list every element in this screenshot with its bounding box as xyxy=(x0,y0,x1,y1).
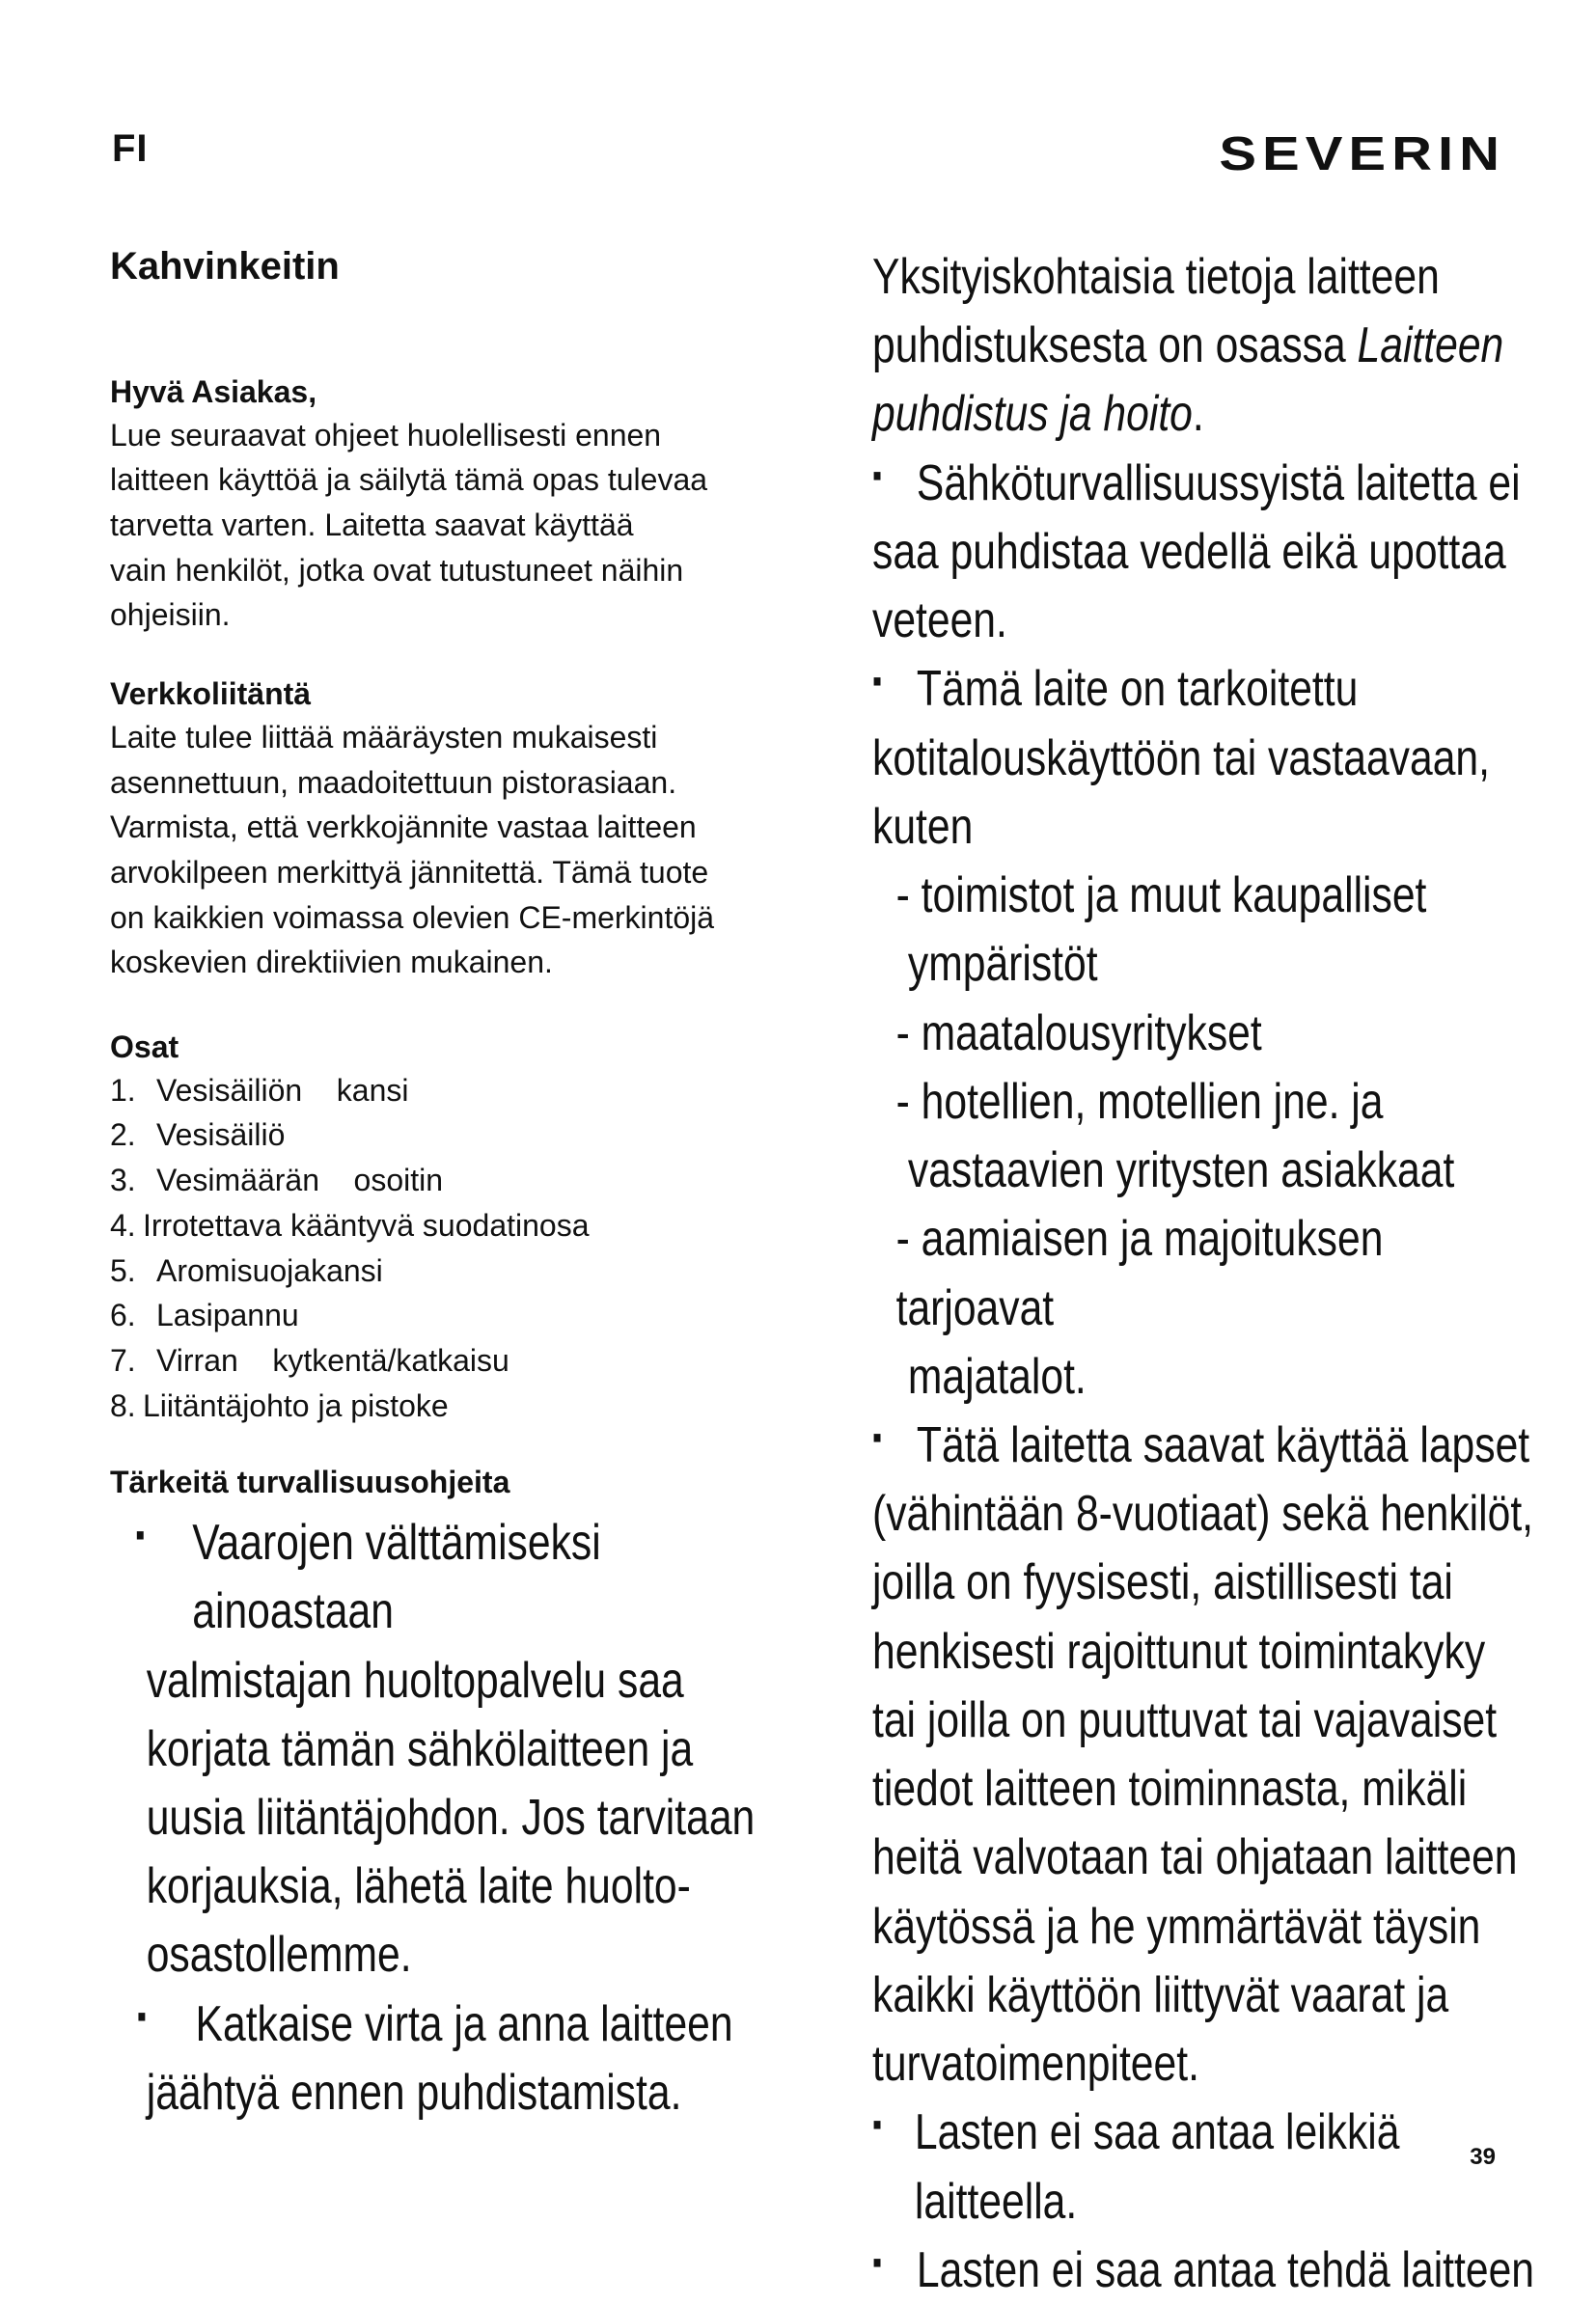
bullet-icon: ▪ xyxy=(872,2106,882,2144)
part-label: Virran kytkentä/katkaisu xyxy=(156,1343,509,1378)
page-number: 39 xyxy=(1470,2144,1496,2170)
bullet-icon: ▪ xyxy=(135,1517,146,1554)
part-number: 5. xyxy=(110,1252,136,1288)
greeting-paragraph xyxy=(110,413,785,639)
intro-line: Yksityiskohtaisia tietoja laitteen xyxy=(872,249,1440,305)
language-code: FI xyxy=(112,127,149,170)
sub-item: - maatalousyritykset xyxy=(895,1004,1262,1061)
bullet-text: Vaarojen välttämiseksi ainoastaan xyxy=(192,1515,601,1640)
text-line: osastollemme. xyxy=(146,1927,412,1984)
connection-line: on kaikkien voimassa olevien CE-merkintöjä xyxy=(110,899,715,935)
connection-line: asennettuun, maadoitettuun pistorasiaan. xyxy=(110,764,677,800)
safety-instructions xyxy=(110,1509,783,2127)
text-line: kotitalouskäyttöön tai vastaavaan, xyxy=(872,729,1490,786)
part-number: 8. xyxy=(110,1387,136,1423)
intro-line xyxy=(872,380,1545,449)
text-line: korjata tämän sähkölaitteen ja xyxy=(146,1720,694,1777)
text-line: valmistajan huoltopalvelu saa xyxy=(146,1652,684,1709)
bullet-icon: ▪ xyxy=(136,1997,147,2035)
part-number: 6. xyxy=(110,1298,136,1333)
text-line: heitä valvotaan tai ohjataan laitteen xyxy=(872,1829,1518,1886)
bullet-icon: ▪ xyxy=(872,456,882,494)
part-label: Vesisäiliön kansi xyxy=(156,1072,409,1108)
text-line: veteen. xyxy=(872,592,1007,649)
bullet-line xyxy=(872,655,1545,724)
bullet-line xyxy=(110,1509,783,1646)
bullet-icon: ▪ xyxy=(872,1418,882,1456)
sub-item-continuation: ympäristöt xyxy=(907,936,1098,993)
list-item xyxy=(110,1249,785,1294)
bullet-line xyxy=(872,450,1545,518)
bullet-icon: ▪ xyxy=(872,2243,882,2281)
bullet-text: Lasten ei saa antaa tehdä laitteen xyxy=(916,2241,1535,2298)
intro-italic: Laitteen xyxy=(1357,317,1504,374)
text-line: uusia liitäntäjohdon. Jos tarvitaan xyxy=(146,1789,756,1846)
sub-item: - aamiaisen ja majoituksen tarjoavat xyxy=(895,1211,1384,1336)
list-item xyxy=(110,1384,785,1429)
connection-heading: Verkkoliitäntä xyxy=(110,676,312,712)
left-column xyxy=(110,243,785,2127)
greeting-line: tarvetta varten. Laitetta saavat käyttää xyxy=(110,508,634,543)
safety-heading: Tärkeitä turvallisuusohjeita xyxy=(110,1465,510,1500)
bullet-icon: ▪ xyxy=(872,663,882,700)
text-line: (vähintään 8-vuotiaat) sekä henkilöt, xyxy=(872,1486,1534,1543)
part-number: 2. xyxy=(110,1117,136,1153)
bullet-line xyxy=(110,1990,783,2059)
part-label: Liitäntäjohto ja pistoke xyxy=(143,1387,449,1423)
part-number: 3. xyxy=(110,1163,136,1198)
part-label: Aromisuojakansi xyxy=(156,1252,383,1288)
bullet-text: Tätä laitetta saavat käyttää lapset xyxy=(916,1416,1530,1473)
brand-logo xyxy=(1197,122,1505,186)
text-line: käytössä ja he ymmärtävät täysin xyxy=(872,1898,1481,1955)
part-number: 4. xyxy=(110,1207,136,1243)
part-label: Vesisäiliö xyxy=(156,1117,286,1153)
greeting-line: Lue seuraavat ohjeet huolellisesti ennen xyxy=(110,417,662,453)
text-line: korjauksia, lähetä laite huolto- xyxy=(146,1858,691,1915)
bullet-text: Lasten ei saa antaa leikkiä laitteella. xyxy=(914,2104,1400,2230)
sub-item: - hotellien, motellien jne. ja xyxy=(895,1073,1384,1130)
connection-line: Laite tulee liittää määräysten mukaisesti xyxy=(110,719,658,755)
sub-item-continuation: majatalot. xyxy=(907,1348,1087,1405)
list-item xyxy=(110,1068,785,1113)
bullet-text: Sähköturvallisuussyistä laitetta ei xyxy=(916,454,1521,511)
intro-italic: puhdistus ja hoito xyxy=(872,386,1193,443)
list-item xyxy=(110,1203,785,1249)
bullet-text: Tämä laite on tarkoitettu xyxy=(916,661,1359,718)
text-line: henkisesti rajoittunut toimintakyky xyxy=(872,1623,1486,1680)
bullet-line xyxy=(872,2236,1545,2305)
greeting-line: vain henkilöt, jotka ovat tutustuneet näihin xyxy=(110,552,684,588)
right-column xyxy=(872,243,1548,2305)
text-line: kaikki käyttöön liittyvät vaarat ja xyxy=(872,1966,1449,2023)
text-line: tai joilla on puuttuvat tai vajavaiset xyxy=(872,1691,1498,1748)
bullet-text: Katkaise virta ja anna laitteen xyxy=(195,1995,733,2052)
brand-name: SEVERIN xyxy=(1219,126,1505,181)
list-item xyxy=(110,1293,785,1338)
document-title: Kahvinkeitin xyxy=(110,245,340,288)
text-line: tiedot laitteen toiminnasta, mikäli xyxy=(872,1761,1468,1818)
parts-heading: Osat xyxy=(110,1029,179,1065)
text-line: joilla on fyysisesti, aistillisesti tai xyxy=(872,1554,1453,1611)
connection-paragraph xyxy=(110,715,785,985)
right-column-text xyxy=(872,243,1545,2305)
text-line: turvatoimenpiteet. xyxy=(872,2036,1199,2093)
intro-text: . xyxy=(1192,386,1204,443)
greeting-heading: Hyvä Asiakas, xyxy=(110,374,317,409)
sub-item: - toimistot ja muut kaupalliset xyxy=(895,867,1427,924)
list-item xyxy=(110,1112,785,1158)
connection-line: arvokilpeen merkittyä jännitettä. Tämä tuote xyxy=(110,854,709,890)
text-line: jäähtyä ennen puhdistamista. xyxy=(146,2064,682,2121)
part-label: Irrotettava kääntyvä suodatinosa xyxy=(143,1207,590,1243)
list-item xyxy=(110,1158,785,1203)
greeting-line: ohjeisiin. xyxy=(110,597,231,633)
connection-line: koskevien direktiivien mukainen. xyxy=(110,945,553,980)
part-label: Lasipannu xyxy=(156,1298,299,1333)
bullet-line xyxy=(872,1412,1545,1480)
text-line: kuten xyxy=(872,798,974,855)
connection-line: Varmista, että verkkojännite vastaa laitteen xyxy=(110,809,697,845)
part-label: Vesimäärän osoitin xyxy=(156,1163,444,1198)
bullet-line xyxy=(872,2099,1545,2236)
parts-list xyxy=(110,1068,785,1429)
part-number: 7. xyxy=(110,1343,136,1378)
part-number: 1. xyxy=(110,1072,136,1108)
intro-text: puhdistuksesta on osassa xyxy=(872,317,1358,374)
intro-line xyxy=(872,312,1545,380)
text-line: saa puhdistaa vedellä eikä upottaa xyxy=(872,523,1506,580)
list-item xyxy=(110,1338,785,1384)
greeting-line: laitteen käyttöä ja säilytä tämä opas tulevaa xyxy=(110,462,708,498)
sub-item-continuation: vastaavien yritysten asiakkaat xyxy=(907,1142,1455,1199)
